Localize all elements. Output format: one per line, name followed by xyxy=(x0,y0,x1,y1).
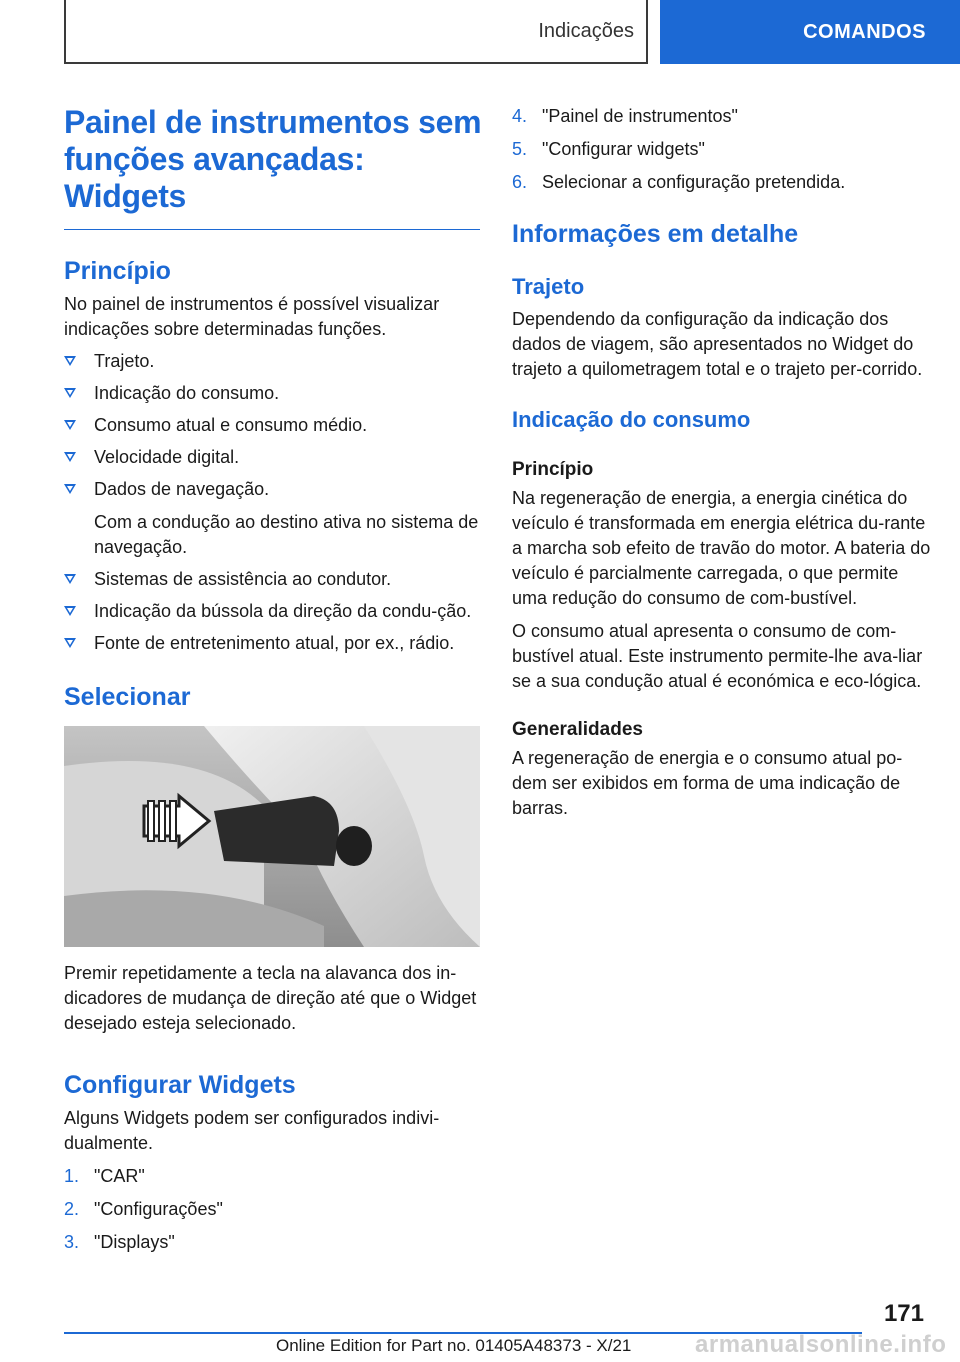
page-title-line-2: funções avançadas: xyxy=(64,141,365,177)
heading-trajeto: Trajeto xyxy=(512,274,585,299)
page-title xyxy=(64,104,482,215)
step-item: 3. "Displays" xyxy=(64,1232,175,1252)
header-chapter-tab xyxy=(660,0,960,64)
triangle-bullet-icon xyxy=(64,638,76,648)
list-item: Sistemas de assistência ao condutor. xyxy=(64,567,482,592)
heading-configurar-widgets: Configurar Widgets xyxy=(64,1071,296,1099)
header-section-label: Indicações xyxy=(538,19,634,42)
page-title-line-3: Widgets xyxy=(64,178,187,214)
heading-generalidades: Generalidades xyxy=(512,719,643,740)
configurar-steps xyxy=(64,1164,482,1255)
list-item: Indicação do consumo. xyxy=(64,381,482,406)
lever-illustration xyxy=(64,726,480,947)
title-divider xyxy=(64,229,480,230)
consumo-atual-text: O consumo atual apresenta o consumo de com-bustível atual. Este instrumento permite-lhe ava-liar se a sua condução atual é económica e eco-lógica. xyxy=(512,621,923,691)
list-item: Velocidade digital. xyxy=(64,445,482,470)
heading-informacoes-detalhe: Informações em detalhe xyxy=(512,220,799,248)
consumo-principio-text: Na regeneração de energia, a energia cinética do veículo é transformada em energia elétrica du-rante a marcha sob efeito de travão do motor. A bateria do veículo é parcialmente carregada, o que permite uma redução do consumo de com-bustível. xyxy=(512,488,931,608)
header-section-tab xyxy=(64,0,648,64)
turn-signal-lever-photo xyxy=(64,726,480,947)
configurar-steps-continued xyxy=(512,104,932,195)
page-title-line-1: Painel de instrumentos sem xyxy=(64,104,482,140)
header-chapter-label: COMANDOS xyxy=(803,20,926,43)
step-item: 5. "Configurar widgets" xyxy=(512,139,705,159)
configurar-intro: Alguns Widgets podem ser configurados indivi-dualmente. xyxy=(64,1108,440,1153)
triangle-bullet-icon xyxy=(64,574,76,584)
list-item-subtext: Com a condução ao destino ativa no sistema de navegação. xyxy=(94,512,479,557)
principio-intro: No painel de instrumentos é possível visualizar indicações sobre determinadas funções. xyxy=(64,294,440,339)
generalidades-text: A regeneração de energia e o consumo atual po-dem ser exibidos em forma de uma indicação de barras. xyxy=(512,748,903,818)
step-item: 6. Selecionar a configuração pretendida. xyxy=(512,172,846,192)
heading-selecionar: Selecionar xyxy=(64,683,191,711)
heading-principio: Princípio xyxy=(64,257,171,285)
list-item: Indicação da bússola da direção da condu-ção. xyxy=(64,599,482,624)
step-item: 4. "Painel de instrumentos" xyxy=(512,106,738,126)
triangle-bullet-icon xyxy=(64,356,76,366)
list-item: Fonte de entretenimento atual, por ex., rádio. xyxy=(64,631,482,656)
footer-edition: Online Edition for Part no. 01405A48373 - X/21 xyxy=(276,1336,632,1355)
principio-list xyxy=(64,349,482,656)
right-column xyxy=(512,100,932,821)
triangle-bullet-icon xyxy=(64,420,76,430)
step-item: 2. "Configurações" xyxy=(64,1199,223,1219)
triangle-bullet-icon xyxy=(64,484,76,494)
left-column xyxy=(64,100,482,1255)
list-item: Consumo atual e consumo médio. xyxy=(64,413,482,438)
list-item: Dados de navegação. Com a condução ao destino ativa no sistema de navegação. xyxy=(64,477,482,560)
triangle-bullet-icon xyxy=(64,606,76,616)
triangle-bullet-icon xyxy=(64,452,76,462)
list-item: Trajeto. xyxy=(64,349,482,374)
trajeto-text: Dependendo da configuração da indicação dos dados de viagem, são apresentados no Widget do trajeto a quilometragem total e o trajeto per-corrido. xyxy=(512,309,923,379)
selecionar-caption: Premir repetidamente a tecla na alavanca dos in-dicadores de mudança de direção até que o Widget desejado esteja selecionado. xyxy=(64,963,477,1033)
triangle-bullet-icon xyxy=(64,388,76,398)
page-number: 171 xyxy=(883,1300,924,1327)
heading-consumo-principio: Princípio xyxy=(512,459,594,480)
footer-watermark: armanualsonline.info xyxy=(695,1331,947,1358)
step-item: 1. "CAR" xyxy=(64,1166,145,1186)
heading-indicacao-consumo: Indicação do consumo xyxy=(512,407,751,432)
